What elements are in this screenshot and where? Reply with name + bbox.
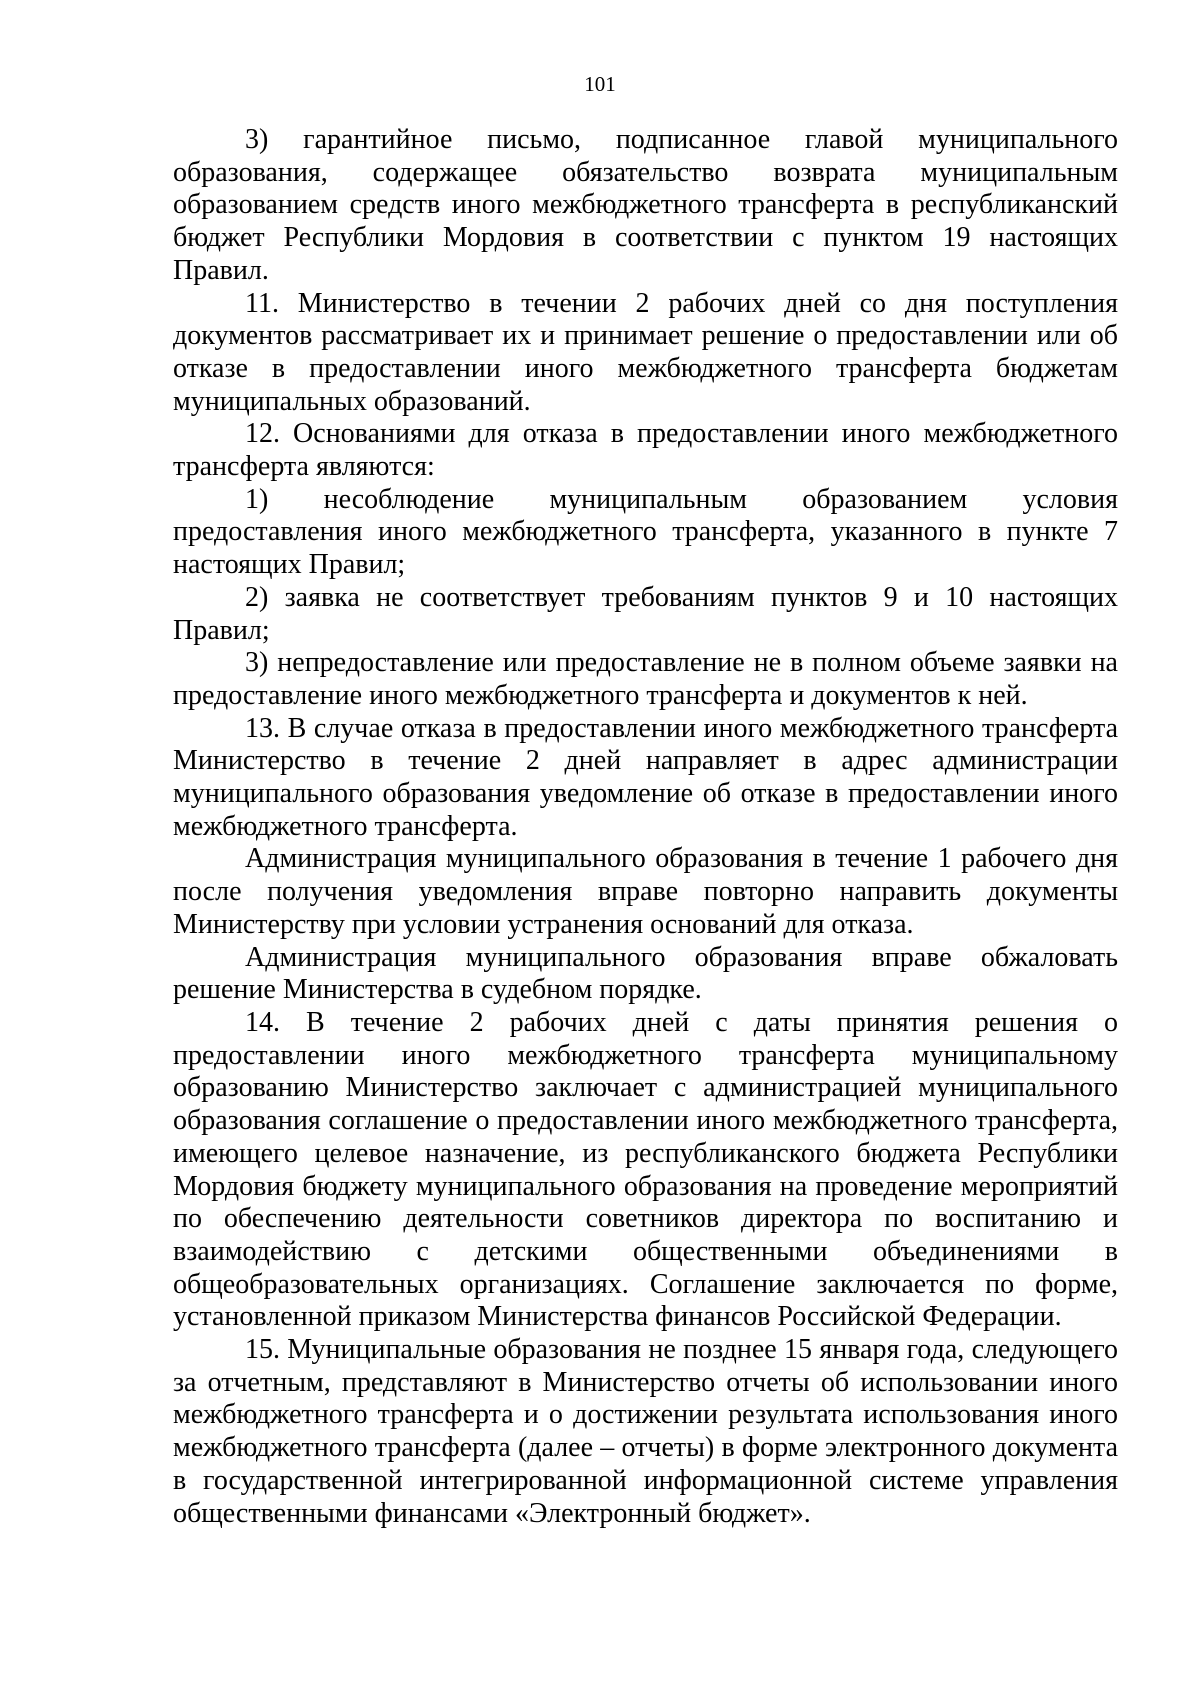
- paragraph-refusal-reason-2: 2) заявка не соответствует требованиям пунктов 9 и 10 настоящих Правил;: [173, 581, 1118, 646]
- paragraph-section-15: 15. Муниципальные образования не позднее 15 января года, следующего за отчетным, представляют в Министерство отчеты об использовании иного межбюджетного трансферта и о достижении результата использования иного межбюджетного трансферта (далее – отчеты) в форме электронного документа в государственной интегрированной информационной системе управления общественными финансами «Электронный бюджет».: [173, 1334, 1118, 1529]
- paragraph-section-14: 14. В течение 2 рабочих дней с даты принятия решения о предоставлении иного межбюджетного трансферта муниципальному образованию Министерство заключает с администрацией муниципального образования соглашение о предоставлении иного межбюджетного трансферта, имеющего целевое назначение, из республиканского бюджета Республики Мордовия бюджету муниципального образования на проведение мероприятий по обеспечению деятельности советников директора по воспитанию и взаимодействию с детскими общественными объединениями в общеобразовательных организациях. Соглашение заключается по форме, установленной приказом Министерства финансов Российской Федерации.: [173, 1006, 1118, 1333]
- document-body: [173, 124, 1118, 1530]
- paragraph-refusal-reason-1: 1) несоблюдение муниципальным образованием условия предоставления иного межбюджетного трансферта, указанного в пункте 7 настоящих Правил;: [173, 483, 1118, 581]
- paragraph-item-3-guarantee-letter: 3) гарантийное письмо, подписанное главой муниципального образования, содержащее обязательство возврата муниципальным образованием средств иного межбюджетного трансферта в республиканский бюджет Республики Мордовия в соответствии с пунктом 19 настоящих Правил.: [173, 124, 1118, 286]
- paragraph-refusal-reason-3: 3) непредоставление или предоставление не в полном объеме заявки на предоставление иного межбюджетного трансферта и документов к ней.: [173, 647, 1118, 711]
- paragraph-resubmission: Администрация муниципального образования в течение 1 рабочего дня после получения уведомления вправе повторно направить документы Министерству при условии устранения оснований для отказа.: [173, 843, 1118, 940]
- paragraph-section-11: 11. Министерство в течении 2 рабочих дней со дня поступления документов рассматривает их и принимает решение о предоставлении или об отказе в предоставлении иного межбюджетного трансферта бюджетам муниципальных образований.: [173, 287, 1118, 417]
- paragraph-section-12: 12. Основаниями для отказа в предоставлении иного межбюджетного трансферта являются:: [173, 418, 1118, 483]
- paragraph-appeal: Администрация муниципального образования вправе обжаловать решение Министерства в судебном порядке.: [173, 941, 1118, 1006]
- page-number: 101: [584, 72, 616, 96]
- paragraph-section-13: 13. В случае отказа в предоставлении иного межбюджетного трансферта Министерство в течение 2 дней направляет в адрес администрации муниципального образования уведомление об отказе в предоставлении иного межбюджетного трансферта.: [173, 712, 1118, 842]
